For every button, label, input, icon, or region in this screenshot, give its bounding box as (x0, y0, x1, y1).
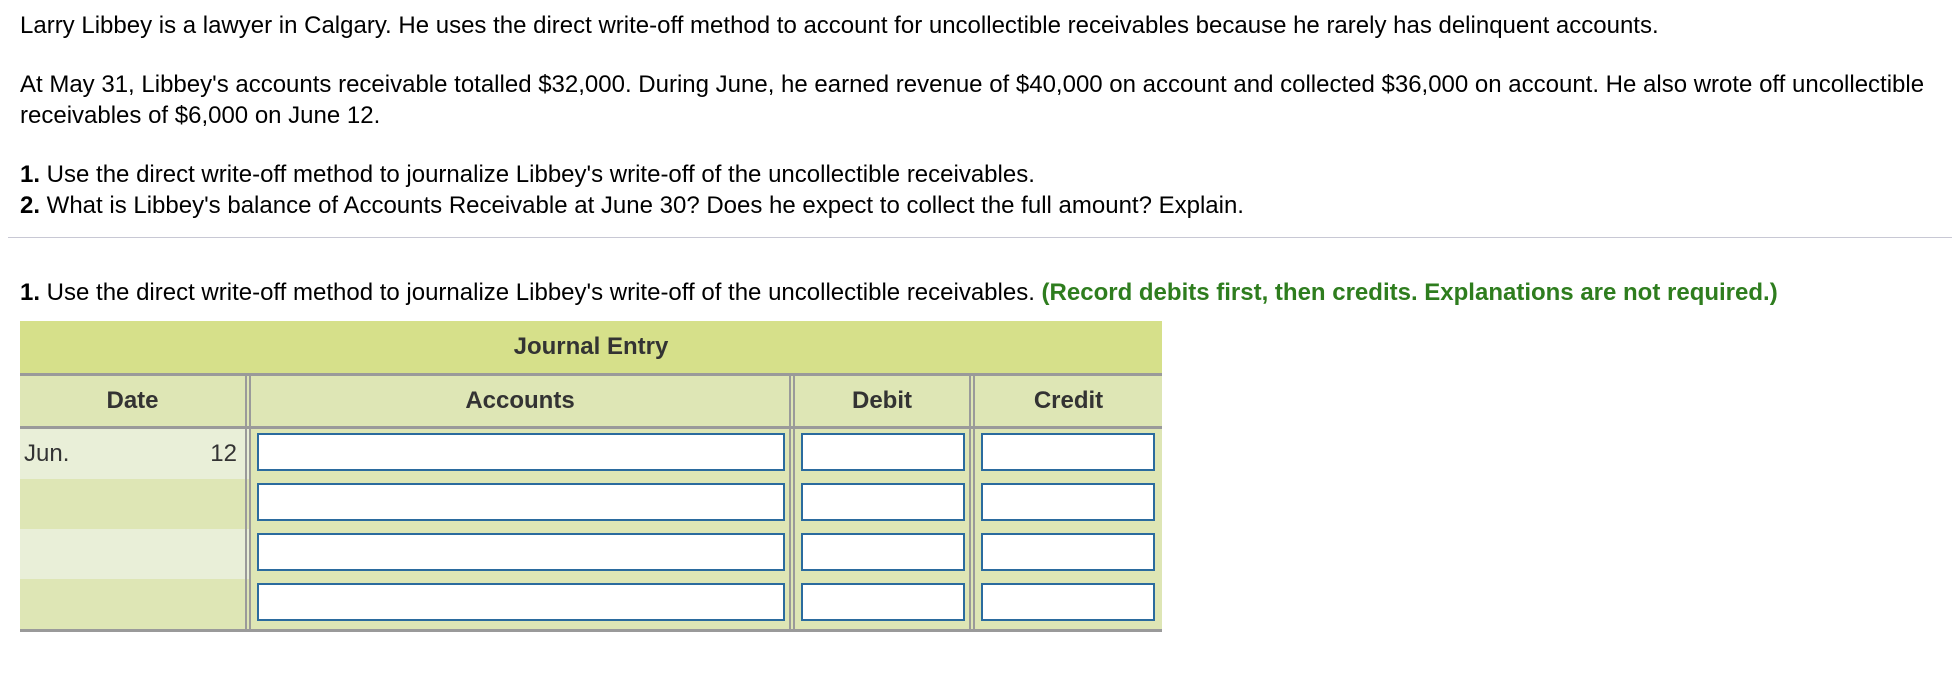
task-prompt (20, 277, 1778, 308)
problem-details: At May 31, Libbey's accounts receivable totalled $32,000. During June, he earned revenue of $40,000 on account and collected $36,000 on account. He also wrote off uncollectible receivables of $6,000 on June 12. (20, 71, 1925, 129)
question-2-number: 2. (20, 192, 41, 219)
journal-header-row (20, 376, 1162, 429)
account-cell (251, 429, 795, 479)
account-input[interactable] (257, 433, 785, 471)
date-cell (20, 579, 251, 629)
credit-cell (975, 429, 1162, 479)
credit-input[interactable] (981, 533, 1155, 571)
date-cell (20, 529, 251, 579)
header-accounts: Accounts (251, 376, 795, 426)
journal-row (20, 529, 1162, 579)
header-debit: Debit (795, 376, 975, 426)
credit-cell (975, 529, 1162, 579)
problem-intro: Larry Libbey is a lawyer in Calgary. He uses the direct write-off method to account for uncollectible receivables because he rarely has delinquent accounts. (20, 12, 1659, 39)
question-1-text: Use the direct write-off method to journalize Libbey's write-off of the uncollectible receivables. (40, 161, 1035, 188)
debit-input[interactable] (801, 533, 965, 571)
debit-cell (795, 579, 975, 629)
journal-row (20, 579, 1162, 632)
debit-input[interactable] (801, 483, 965, 521)
debit-cell (795, 479, 975, 529)
date-cell (20, 429, 251, 479)
credit-input[interactable] (981, 583, 1155, 621)
credit-input[interactable] (981, 433, 1155, 471)
section-divider (8, 237, 1952, 238)
question-1 (20, 159, 1035, 190)
task-text: Use the direct write-off method to journalize Libbey's write-off of the uncollectible receivables. (40, 279, 1042, 306)
account-input[interactable] (257, 533, 785, 571)
journal-title: Journal Entry (20, 321, 1162, 376)
task-instruction: (Record debits first, then credits. Explanations are not required.) (1041, 279, 1778, 306)
account-cell (251, 529, 795, 579)
account-input[interactable] (257, 583, 785, 621)
question-1-number: 1. (20, 161, 41, 188)
journal-row (20, 429, 1162, 479)
account-cell (251, 579, 795, 629)
question-2 (20, 190, 1244, 221)
credit-cell (975, 479, 1162, 529)
header-date: Date (20, 376, 251, 426)
question-2-text: What is Libbey's balance of Accounts Receivable at June 30? Does he expect to collect the full amount? Explain. (40, 192, 1244, 219)
debit-cell (795, 429, 975, 479)
credit-cell (975, 579, 1162, 629)
account-input[interactable] (257, 483, 785, 521)
debit-cell (795, 529, 975, 579)
task-number: 1. (20, 279, 41, 306)
credit-input[interactable] (981, 483, 1155, 521)
date-cell (20, 479, 251, 529)
journal-row (20, 479, 1162, 529)
date-month: Jun. (24, 440, 70, 467)
debit-input[interactable] (801, 433, 965, 471)
date-day: 12 (210, 440, 237, 467)
journal-entry-table (20, 321, 1162, 632)
debit-input[interactable] (801, 583, 965, 621)
account-cell (251, 479, 795, 529)
header-credit: Credit (1033, 387, 1104, 414)
